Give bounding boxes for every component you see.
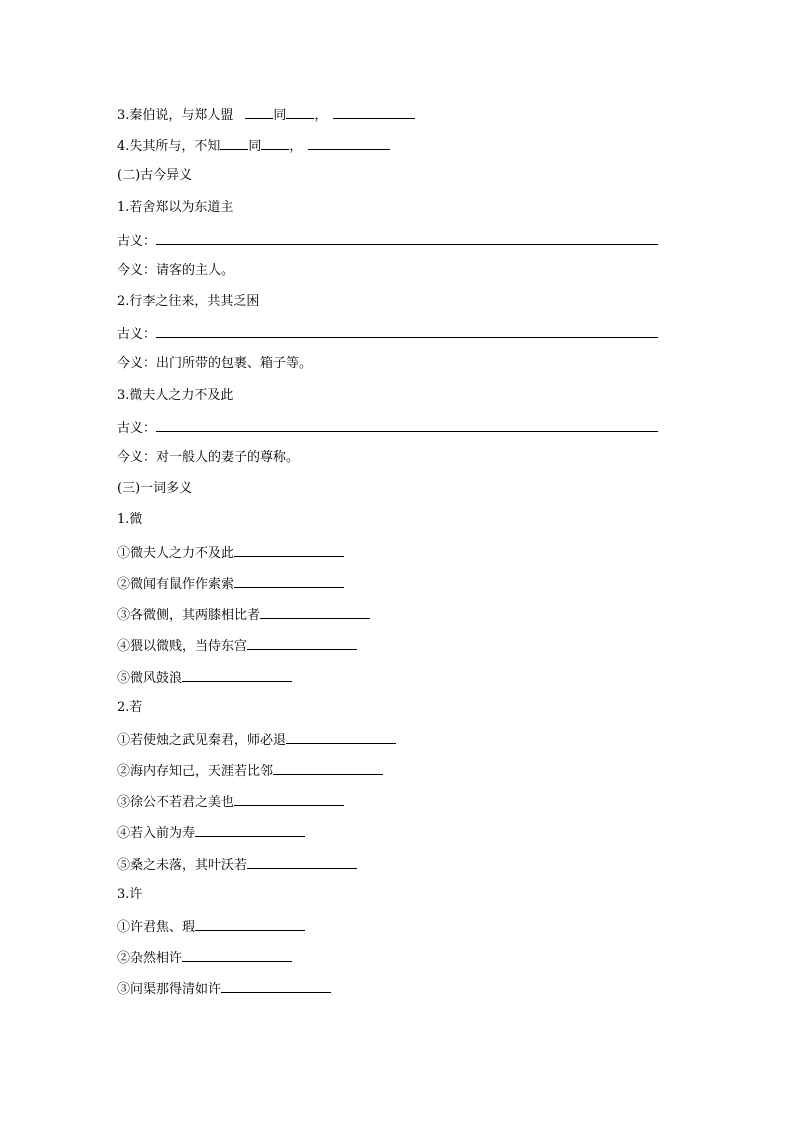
jinyi-line: 今义：对一般人的妻子的尊称。 (117, 450, 300, 465)
comma: ， (289, 139, 303, 154)
answer-blank[interactable] (245, 106, 273, 119)
section-heading: (三)一词多义 (117, 481, 193, 496)
polysemy-sentence: ①若使烛之武见秦君，师必退 (117, 733, 287, 748)
answer-blank[interactable] (260, 606, 370, 619)
polysemy-sentence: ⑤桑之未落，其叶沃若 (117, 858, 248, 873)
answer-blank[interactable] (308, 137, 390, 150)
polysemy-item (117, 669, 292, 687)
guyi-line (117, 232, 658, 250)
tong-label: 同 (248, 139, 262, 154)
guyi-answer-blank[interactable] (156, 232, 658, 245)
guyi-label: 古义： (117, 234, 157, 249)
polysemy-sentence: ②杂然相许 (117, 951, 183, 966)
polysemy-sentence: ③各微侧，其两膝相比者 (117, 608, 261, 623)
answer-blank[interactable] (182, 669, 292, 682)
polysemy-word-title: 3.许 (117, 887, 143, 902)
answer-blank[interactable] (286, 731, 396, 744)
polysemy-sentence: ③问渠那得清如许 (117, 982, 222, 997)
polysemy-sentence: ⑤微风鼓浪 (117, 671, 183, 686)
item-3-line (117, 106, 415, 124)
jinyi-line: 今义：请客的主人。 (117, 263, 235, 278)
guyi-line (117, 419, 658, 437)
polysemy-item (117, 606, 370, 624)
polysemy-word-title: 2.若 (117, 700, 143, 715)
polysemy-sentence: ④猥以微贱，当侍东宫 (117, 639, 248, 654)
answer-blank[interactable] (247, 856, 357, 869)
guyi-label: 古义： (117, 327, 157, 342)
polysemy-item (117, 949, 292, 967)
polysemy-item (117, 793, 344, 811)
polysemy-sentence: ①许君焦、瑕 (117, 920, 196, 935)
polysemy-item (117, 575, 344, 593)
item-3-text: 3.秦伯说，与郑人盟 (117, 108, 234, 123)
polysemy-word-title: 1.微 (117, 512, 143, 527)
answer-blank[interactable] (333, 106, 415, 119)
gujin-sentence: 1.若舍郑以为东道主 (117, 200, 234, 215)
answer-blank[interactable] (220, 137, 248, 150)
polysemy-item (117, 918, 305, 936)
polysemy-sentence: ③徐公不若君之美也 (117, 795, 235, 810)
comma: ， (314, 108, 328, 123)
answer-blank[interactable] (234, 544, 344, 557)
guyi-label: 古义： (117, 421, 157, 436)
polysemy-sentence: ④若入前为寿 (117, 826, 196, 841)
answer-blank[interactable] (261, 137, 289, 150)
polysemy-item (117, 856, 357, 874)
answer-blank[interactable] (234, 575, 344, 588)
polysemy-item (117, 824, 305, 842)
polysemy-item (117, 544, 344, 562)
polysemy-sentence: ②海内存知己，天涯若比邻 (117, 764, 274, 779)
polysemy-item (117, 980, 331, 998)
answer-blank[interactable] (286, 106, 314, 119)
answer-blank[interactable] (247, 637, 357, 650)
answer-blank[interactable] (221, 980, 331, 993)
answer-blank[interactable] (195, 824, 305, 837)
polysemy-sentence: ①微夫人之力不及此 (117, 546, 235, 561)
tong-label: 同 (273, 108, 287, 123)
item-4-line (117, 137, 390, 155)
guyi-line (117, 325, 658, 343)
gujin-sentence: 3.微夫人之力不及此 (117, 388, 234, 403)
answer-blank[interactable] (182, 949, 292, 962)
item-4-text: 4.失其所与，不知 (117, 139, 221, 154)
answer-blank[interactable] (234, 793, 344, 806)
guyi-answer-blank[interactable] (156, 325, 658, 338)
polysemy-sentence: ②微闻有鼠作作索索 (117, 577, 235, 592)
gujin-sentence: 2.行李之往来，共其乏困 (117, 294, 260, 309)
section-heading: (二)古今异义 (117, 168, 193, 183)
polysemy-item (117, 762, 383, 780)
jinyi-line: 今义：出门所带的包裹、箱子等。 (117, 356, 313, 371)
polysemy-item (117, 731, 396, 749)
answer-blank[interactable] (273, 762, 383, 775)
guyi-answer-blank[interactable] (156, 419, 658, 432)
answer-blank[interactable] (195, 918, 305, 931)
polysemy-item (117, 637, 357, 655)
